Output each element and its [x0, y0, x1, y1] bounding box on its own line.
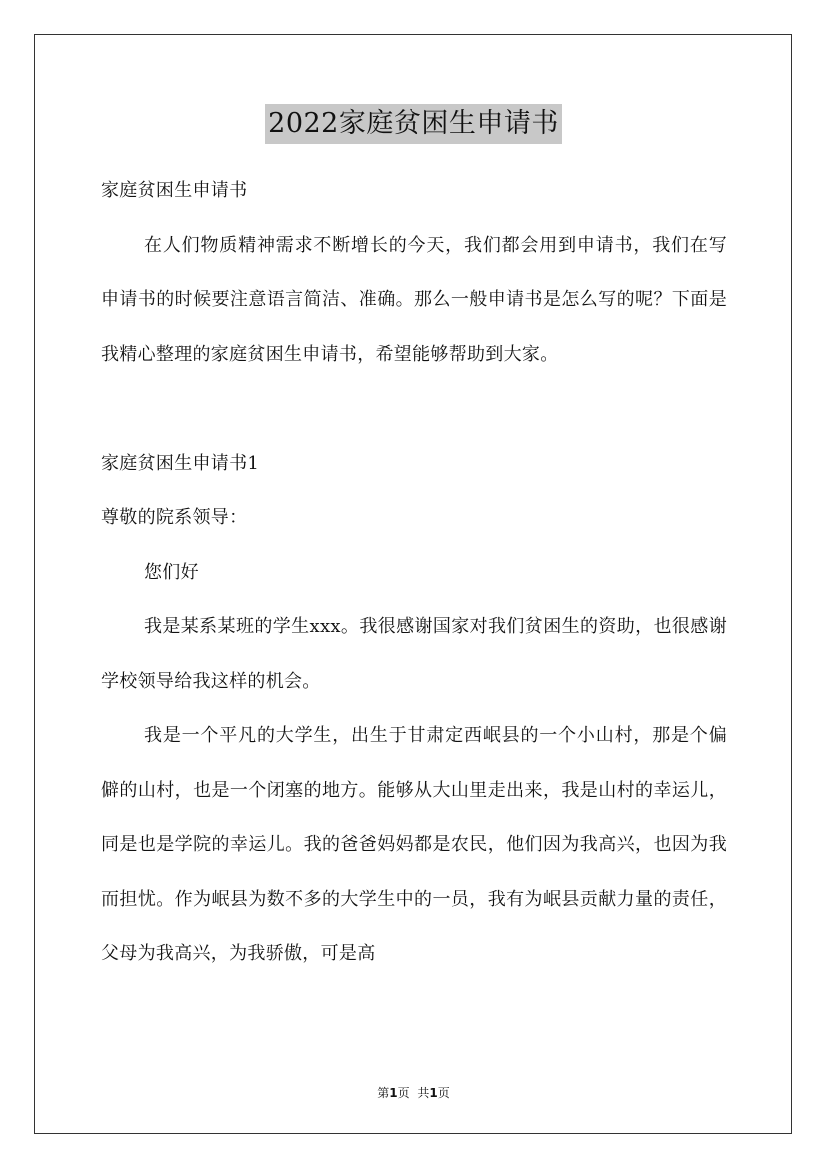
title-container — [0, 104, 827, 144]
page-footer — [0, 1084, 827, 1101]
total-prefix: 共 — [417, 1086, 430, 1100]
salutation: 尊敬的院系领导： — [101, 507, 248, 528]
total-suffix: 页 — [437, 1086, 450, 1100]
body-paragraph-1: 我是某系某班的学生xxx。我很感谢国家对我们贫困生的资助，也很感谢学校领导给我这样的机会。 — [101, 616, 727, 692]
letter-heading: 家庭贫困生申请书1 — [101, 452, 260, 474]
section-heading: 家庭贫困生申请书 — [101, 180, 248, 201]
document-title: 2022家庭贫困生申请书 — [265, 104, 562, 144]
page-prefix: 第 — [377, 1086, 390, 1100]
blank-line — [101, 382, 727, 437]
body-paragraph-2: 我是一个平凡的大学生，出生于甘肃定西岷县的一个小山村，那是个偏僻的山村，也是一个闭塞的地方。能够从大山里走出来，我是山村的幸运儿，同是也是学院的幸运儿。我的爸爸妈妈都是农民，他们因为我高兴，也因为我而担忧。作为岷县为数不多的大学生中的一员，我有为岷县贡献力量的责任，父母为我高兴，为我骄傲，可是高 — [101, 725, 727, 964]
total-pages: 1 — [429, 1086, 438, 1100]
page-suffix: 页 — [397, 1086, 410, 1100]
page-number: 1 — [389, 1086, 398, 1100]
greeting: 您们好 — [144, 561, 199, 583]
intro-paragraph: 在人们物质精神需求不断增长的今天，我们都会用到申请书，我们在写申请书的时候要注意语言简洁、准确。那么一般申请书是怎么写的呢？下面是我精心整理的家庭贫困生申请书，希望能够帮助到大家。 — [101, 234, 727, 365]
document-body — [101, 164, 727, 982]
